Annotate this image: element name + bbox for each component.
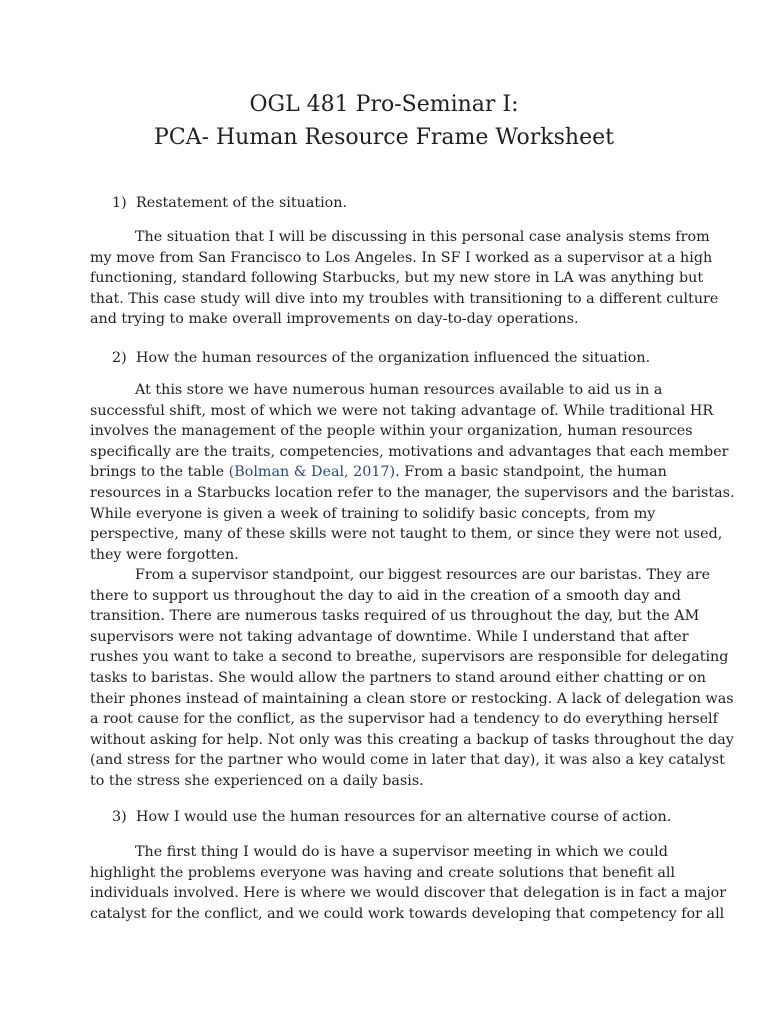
section-heading-text: How the human resources of the organization influenced the situation. (136, 350, 651, 366)
line-text: brings to the table (90, 464, 229, 481)
paragraph-line: (and stress for the partner who would come in later that day), it was also a key catalyst (90, 752, 725, 769)
paragraph-line: The first thing I would do is have a supervisor meeting in which we could (135, 844, 668, 860)
section-3-paragraph-1 (90, 842, 727, 924)
paragraph-line: At this store we have numerous human resources available to aid us in a (135, 382, 663, 398)
line-text: . From a basic standpoint, the human (395, 464, 667, 481)
paragraph-line: a root cause for the conflict, as the supervisor had a tendency to do everything herself (90, 711, 718, 728)
paragraph-line: tasks to baristas. She would allow the partners to stand around either chatting or on (90, 669, 706, 686)
section-3-heading (112, 807, 712, 827)
paragraph-line: resources in a Starbucks location refer to the manager, the supervisors and the baristas. (90, 484, 735, 501)
section-2-paragraph-2 (90, 565, 734, 792)
paragraph-line: From a supervisor standpoint, our biggest resources are our baristas. They are (135, 567, 711, 583)
paragraph-line: rushes you want to take a second to breathe, supervisors are responsible for delegating (90, 649, 729, 666)
paragraph-line: supervisors were not taking advantage of downtime. While I understand that after (90, 628, 689, 645)
paragraph-line: individuals involved. Here is where we would discover that delegation is in fact a major (90, 885, 727, 902)
paragraph-line: my move from San Francisco to Los Angeles. In SF I worked as a supervisor at a high (90, 249, 713, 266)
paragraph-line: transition. There are numerous tasks required of us throughout the day, but the AM (90, 608, 700, 625)
paragraph-line: functioning, standard following Starbucks, but my new store in LA was anything but (90, 270, 704, 287)
paragraph-line-with-citation (90, 462, 690, 483)
section-number: 2) (112, 350, 127, 366)
document-title-line-2: PCA- Human Resource Frame Worksheet (154, 125, 614, 150)
paragraph-line: their phones instead of maintaining a clean store or restocking. A lack of delegation was (90, 690, 734, 707)
paragraph-line: to the stress she experienced on a daily basis. (90, 772, 424, 789)
section-number: 3) (112, 809, 127, 825)
section-number: 1) (112, 195, 127, 211)
paragraph-line: and trying to make overall improvements on day-to-day operations. (90, 311, 579, 328)
section-2-heading (112, 348, 712, 368)
section-2-paragraph-1 (90, 380, 735, 565)
paragraph-line: perspective, many of these skills were not taught to them, or since they were not used, (90, 526, 723, 543)
citation-link[interactable]: (Bolman & Deal, 2017) (228, 464, 396, 481)
section-1-paragraph-1 (90, 227, 719, 330)
paragraph-line: there to support us throughout the day to aid in the creation of a smooth day and (90, 587, 681, 604)
paragraph-line: without asking for help. Not only was this creating a backup of tasks throughout the day (90, 731, 734, 748)
paragraph-line: While everyone is given a week of training to solidify basic concepts, from my (90, 505, 656, 522)
document-title-line-1: OGL 481 Pro-Seminar I: (249, 92, 519, 117)
section-1-heading (112, 193, 712, 213)
paragraph-line: catalyst for the conflict, and we could work towards developing that competency for all (90, 905, 725, 922)
paragraph-line: that. This case study will dive into my troubles with transitioning to a different culture (90, 290, 719, 307)
paragraph-line: The situation that I will be discussing in this personal case analysis stems from (135, 229, 710, 245)
paragraph-line: successful shift, most of which we were not taking advantage of. While traditional HR (90, 402, 714, 419)
paragraph-line: highlight the problems everyone was having and create solutions that benefit all (90, 864, 676, 881)
paragraph-line: specifically are the traits, competencies, motivations and advantages that each member (90, 443, 729, 460)
section-heading-text: Restatement of the situation. (136, 195, 348, 211)
section-heading-text: How I would use the human resources for an alternative course of action. (136, 809, 672, 825)
paragraph-line: they were forgotten. (90, 546, 239, 563)
paragraph-line: involves the management of the people within your organization, human resources (90, 423, 693, 440)
